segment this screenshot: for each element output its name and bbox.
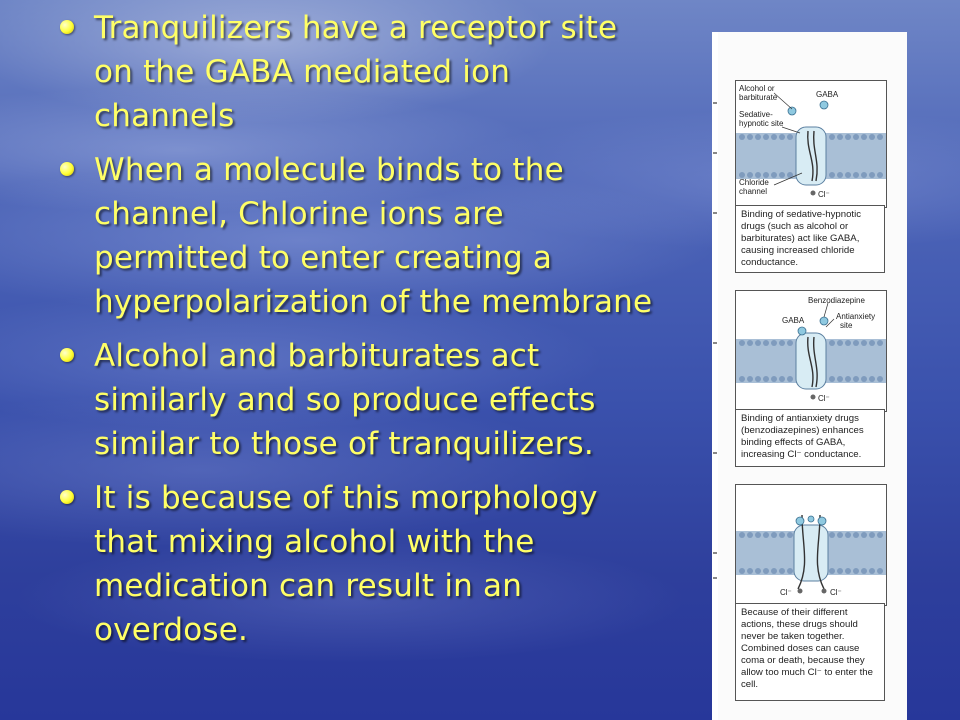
gaba-label: GABA bbox=[816, 90, 839, 99]
bullet-text: When a molecule binds to the channel, Chlorine ions are permitted to enter creating a hyperpolarization of the membrane bbox=[94, 152, 653, 320]
sedative-site-label: Sedative- bbox=[739, 110, 773, 119]
panel-antianxiety bbox=[735, 290, 887, 412]
benzodiazepine-label: Benzodiazepine bbox=[808, 296, 865, 305]
page-gutter bbox=[712, 32, 718, 720]
alcohol-label: Alcohol or bbox=[739, 84, 775, 93]
alcohol-label: barbiturate bbox=[739, 93, 778, 102]
chloride-ion-label: Cl⁻ bbox=[818, 190, 830, 199]
chloride-ion-label: Cl⁻ bbox=[780, 588, 792, 597]
bullet-item bbox=[58, 476, 658, 652]
panel-sedative-hypnotic bbox=[735, 80, 887, 208]
chloride-channel-label: Chloride bbox=[739, 178, 769, 187]
slide-body bbox=[58, 6, 658, 662]
antianxiety-site-label: Antianxiety bbox=[836, 312, 876, 321]
bullet-dot-icon bbox=[60, 20, 74, 34]
panel2-caption: Binding of antianxiety drugs (benzodiazepines) enhances binding effects of GABA, increasing Cl⁻ conductance. bbox=[735, 409, 885, 467]
antianxiety-site-label: site bbox=[840, 321, 853, 330]
gaba-receptor-figure bbox=[712, 32, 907, 720]
bullet-text: Alcohol and barbiturates act similarly and so produce effects similar to those of tranquilizers. bbox=[94, 338, 596, 462]
chloride-ion-label: Cl⁻ bbox=[818, 394, 830, 403]
bullet-text: It is because of this morphology that mixing alcohol with the medication can result in an overdose. bbox=[94, 480, 598, 648]
bullet-item bbox=[58, 6, 658, 138]
panel-combined bbox=[735, 484, 887, 606]
bullet-text: Tranquilizers have a receptor site on the GABA mediated ion channels bbox=[94, 10, 618, 134]
panel1-caption: Binding of sedative-hypnotic drugs (such as alcohol or barbiturates) act like GABA, causing increased chloride conductance. bbox=[735, 205, 885, 273]
bullet-dot-icon bbox=[60, 490, 74, 504]
chloride-ion-label: Cl⁻ bbox=[830, 588, 842, 597]
bullet-item bbox=[58, 148, 658, 324]
bullet-item bbox=[58, 334, 658, 466]
gaba-label: GABA bbox=[782, 316, 805, 325]
panel3-caption: Because of their different actions, these drugs should never be taken together. Combined doses can cause coma or death, because they allow too much Cl⁻ to enter the cell. bbox=[735, 603, 885, 701]
bullet-dot-icon bbox=[60, 162, 74, 176]
chloride-channel-label: channel bbox=[739, 187, 768, 196]
sedative-site-label: hypnotic site bbox=[739, 119, 784, 128]
bullet-dot-icon bbox=[60, 348, 74, 362]
